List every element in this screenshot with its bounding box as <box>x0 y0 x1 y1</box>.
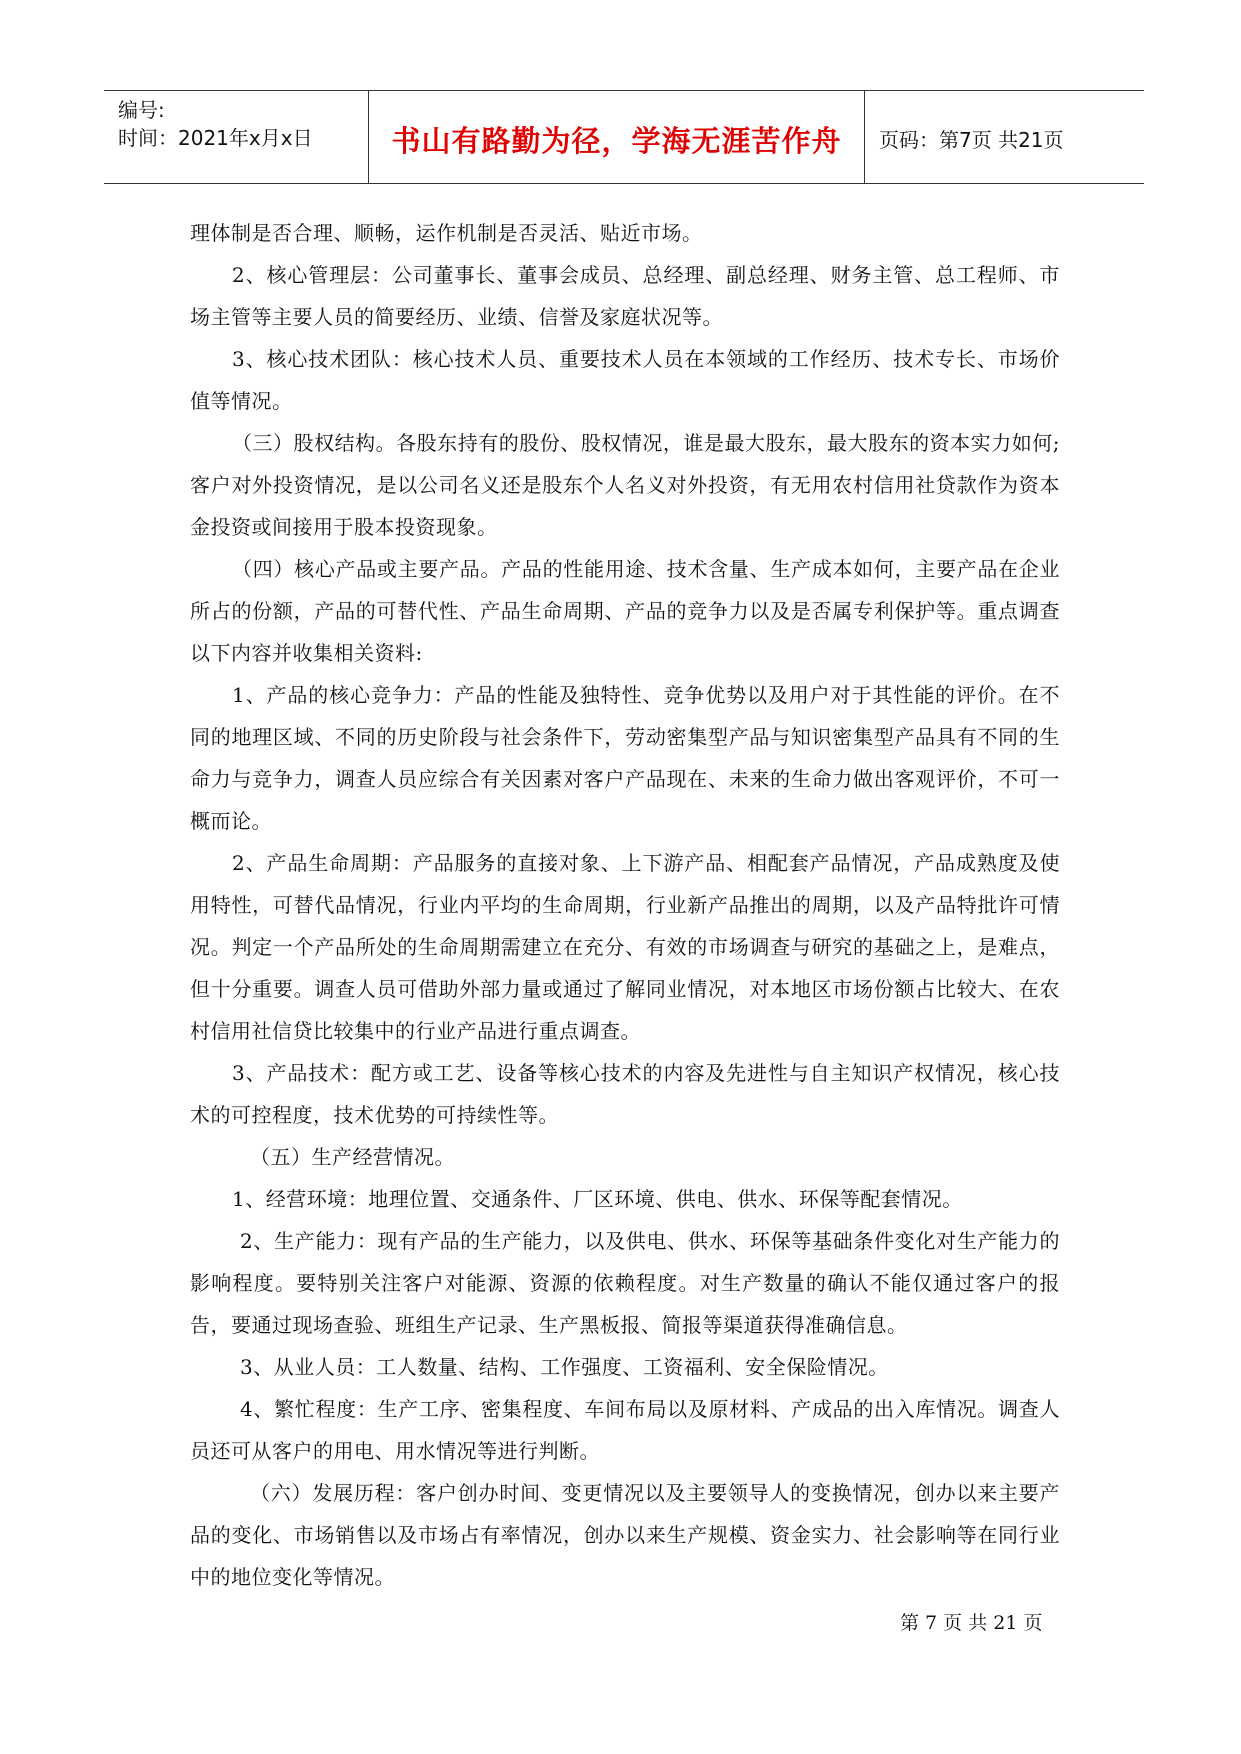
header-motto: 书山有路勤为径，学海无涯苦作舟 <box>391 124 842 158</box>
page-footer: 第 7 页 共 21 页 <box>900 1612 1043 1634</box>
header-page-code: 页码：第7页 共21页 <box>879 128 1064 152</box>
body-paragraph: （三）股权结构。各股东持有的股份、股权情况，谁是最大股东，最大股东的资本实力如何; 客户对外投资情况，是以公司名义还是股东个人名义对外投资，有无用农村信用社贷款作为资本金投资或间接用于股本投资现象。 <box>190 431 1060 539</box>
body-paragraph: 3、产品技术：配方或工艺、设备等核心技术的内容及先进性与自主知识产权情况，核心技术的可控程度，技术优势的可持续性等。 <box>190 1061 1060 1127</box>
body-paragraph: （四）核心产品或主要产品。产品的性能用途、技术含量、生产成本如何，主要产品在企业所占的份额，产品的可替代性、产品生命周期、产品的竞争力以及是否属专利保护等。重点调查以下内容并收集相关资料: <box>190 557 1060 665</box>
body-paragraph: 3、核心技术团队：核心技术人员、重要技术人员在本领域的工作经历、技术专长、市场价值等情况。 <box>190 347 1060 413</box>
body-paragraph: 1、经营环境：地理位置、交通条件、厂区环境、供电、供水、环保等配套情况。 <box>232 1187 963 1211</box>
document-header <box>104 90 1144 184</box>
body-paragraph: 理体制是否合理、顺畅，运作机制是否灵活、贴近市场。 <box>190 221 703 245</box>
body-paragraph: 2、生产能力：现有产品的生产能力，以及供电、供水、环保等基础条件变化对生产能力的影响程度。要特别关注客户对能源、资源的依赖程度。对生产数量的确认不能仅通过客户的报告，要通过现场查验、班组生产记录、生产黑板报、简报等渠道获得准确信息。 <box>190 1229 1060 1337</box>
header-middle-cell <box>369 91 865 183</box>
body-paragraph: （五）生产经营情况。 <box>250 1145 455 1169</box>
body-paragraph: （六）发展历程：客户创办时间、变更情况以及主要领导人的变换情况，创办以来主要产品的变化、市场销售以及市场占有率情况，创办以来生产规模、资金实力、社会影响等在同行业中的地位变化等情况。 <box>190 1481 1060 1589</box>
body-paragraph: 2、核心管理层：公司董事长、董事会成员、总经理、副总经理、财务主管、总工程师、市场主管等主要人员的简要经历、业绩、信誉及家庭状况等。 <box>190 263 1060 329</box>
body-paragraph: 1、产品的核心竞争力：产品的性能及独特性、竞争优势以及用户对于其性能的评价。在不同的地理区域、不同的历史阶段与社会条件下，劳动密集型产品与知识密集型产品具有不同的生命力与竞争力，调查人员应综合有关因素对客户产品现在、未来的生命力做出客观评价，不可一概而论。 <box>190 683 1060 833</box>
document-number-label: 编号: <box>118 98 165 122</box>
body-paragraph: 3、从业人员：工人数量、结构、工作强度、工资福利、安全保险情况。 <box>240 1355 889 1379</box>
header-left-cell <box>104 91 369 183</box>
body-paragraph: 4、繁忙程度：生产工序、密集程度、车间布局以及原材料、产成品的出入库情况。调查人员还可从客户的用电、用水情况等进行判断。 <box>190 1397 1060 1463</box>
document-body <box>190 212 1060 1598</box>
header-right-cell <box>865 91 1144 183</box>
document-time-label: 时间：2021年x月x日 <box>118 126 313 150</box>
body-paragraph: 2、产品生命周期：产品服务的直接对象、上下游产品、相配套产品情况，产品成熟度及使用特性，可替代品情况，行业内平均的生命周期，行业新产品推出的周期，以及产品特批许可情况。判定一个产品所处的生命周期需建立在充分、有效的市场调查与研究的基础之上，是难点，但十分重要。调查人员可借助外部力量或通过了解同业情况，对本地区市场份额占比较大、在农村信用社信贷比较集中的行业产品进行重点调查。 <box>190 851 1060 1043</box>
